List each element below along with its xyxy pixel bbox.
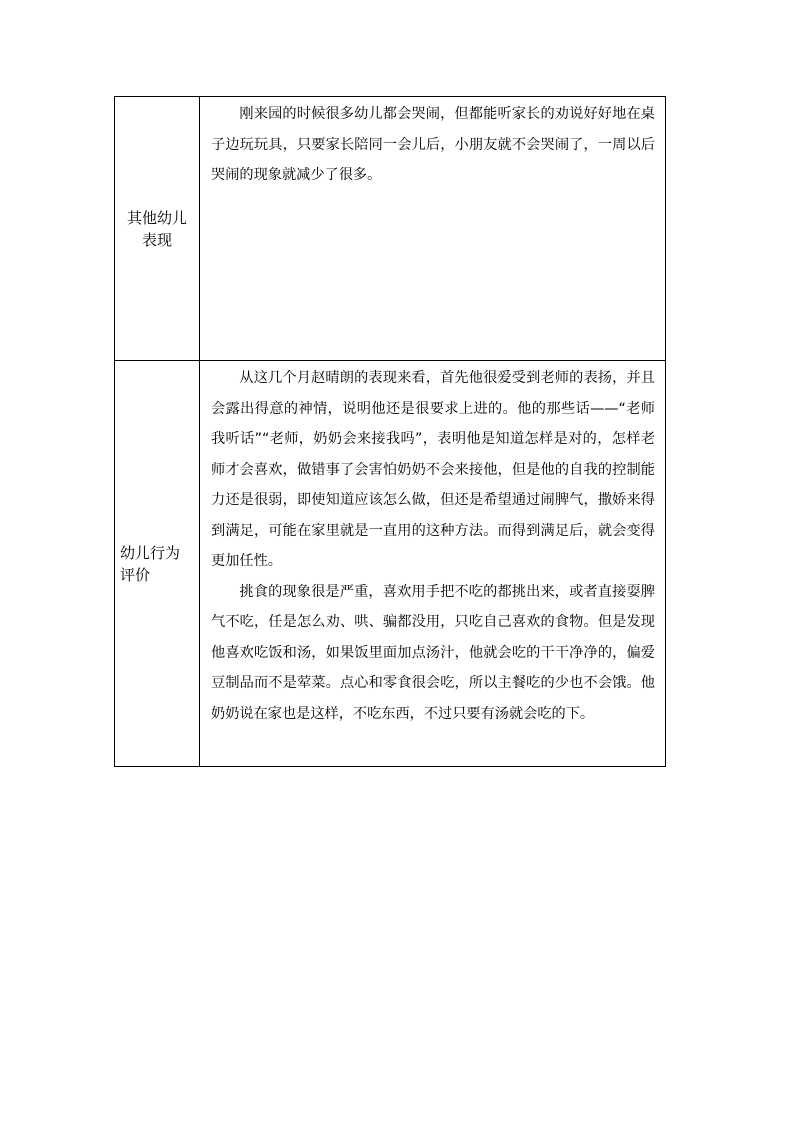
row-label-child-evaluation: 幼儿行为评价 — [120, 543, 181, 584]
observation-table — [114, 96, 666, 767]
row-content-cell — [200, 361, 666, 767]
row-content-cell — [200, 97, 666, 361]
paragraph-evaluation-eating: 挑食的现象很是严重，喜欢用手把不吃的都挑出来，或者直接耍脾气不吃，任是怎么劝、哄、骗都没用，只吃自己喜欢的食物。但是发现他喜欢吃饭和汤，如果饭里面加点汤汁，他就会吃的干干净净的，偏爱豆制品而不是荤菜。点心和零食很会吃，所以主餐吃的少也不会饿。他奶奶说在家也是这样，不吃东西，不过只要有汤就会吃的下。 — [211, 583, 655, 722]
paragraph-other-children: 刚来园的时候很多幼儿都会哭闹，但都能听家长的劝说好好地在桌子边玩玩具，只要家长陪同一会儿后，小朋友就不会哭闹了，一周以后哭闹的现象就减少了很多。 — [211, 106, 655, 183]
row-label-other-children: 其他幼儿表现 — [126, 208, 187, 249]
row-label-cell — [115, 361, 200, 767]
table-row-other-children — [115, 97, 666, 361]
table-row-child-evaluation — [115, 361, 666, 767]
row-label-cell — [115, 97, 200, 361]
paragraph-evaluation-behavior: 从这几个月赵晴朗的表现来看，首先他很爱受到老师的表扬，并且会露出得意的神情，说明他还是很要求上进的。他的那些话——“老师我听话”“老师，奶奶会来接我吗”，表明他是知道怎样是对的，怎样老师才会喜欢，做错事了会害怕奶奶不会来接他，但是他的自我的控制能力还是很弱，即使知道应该怎么做，但还是希望通过闹脾气，撒娇来得到满足，可能在家里就是一直用的这种方法。而得到满足后，就会变得更加任性。 — [211, 370, 655, 569]
